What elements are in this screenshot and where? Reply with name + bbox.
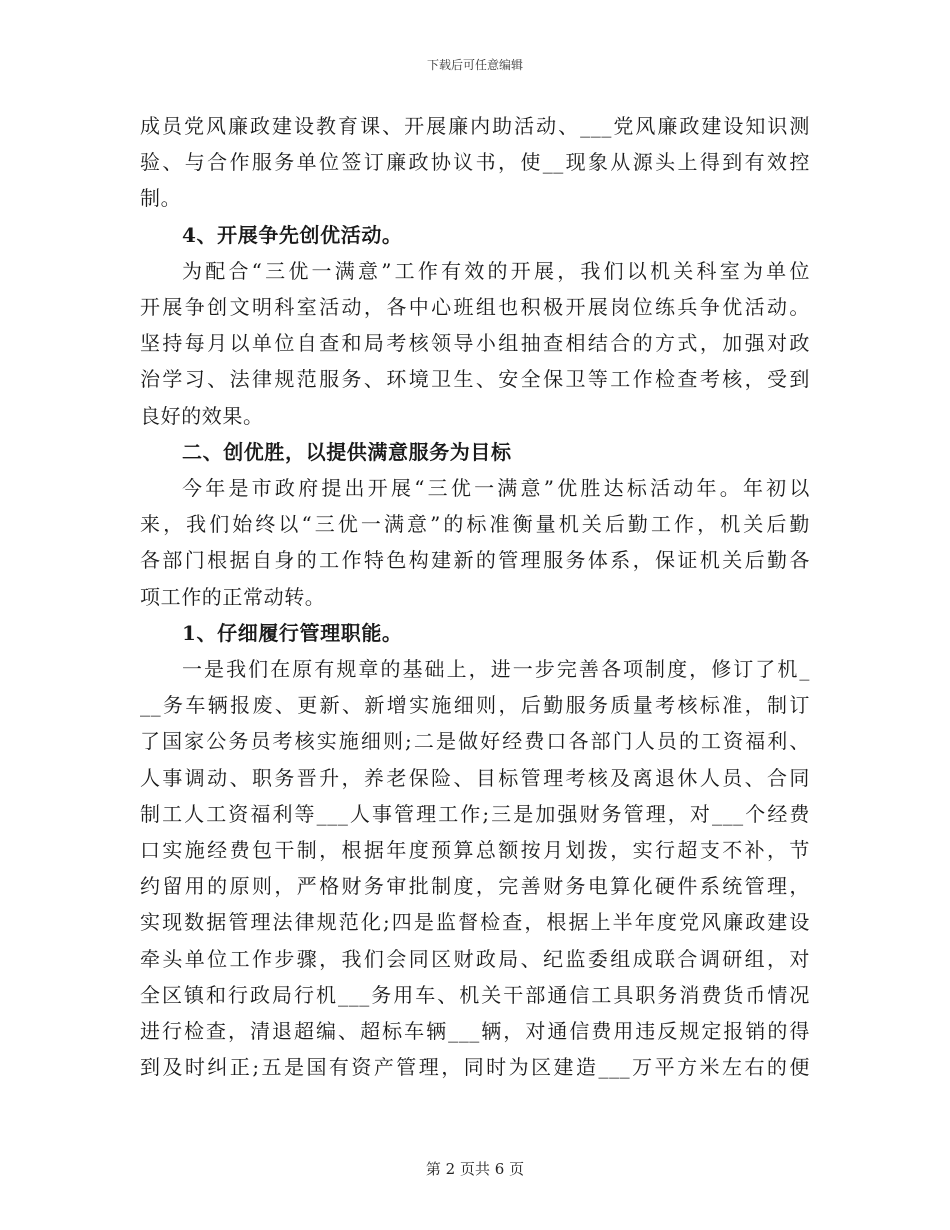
body-text-line: 为配合“三优一满意”工作有效的开展，我们以机关科室为单位 — [182, 258, 810, 283]
page-header: 下载后可任意编辑 — [426, 58, 523, 72]
section-heading: 二、创优胜，以提供满意服务为目标 — [182, 439, 512, 464]
body-text-line: 今年是市政府提出开展“三优一满意”优胜达标活动年。年初以 — [182, 476, 810, 501]
body-text-line: 一是我们在原有规章的基础上，进一步完善各项制度，修订了机_ — [182, 657, 810, 682]
body-text-line: __务车辆报废、更新、新增实施细则，后勤服务质量考核标准，制订 — [140, 693, 810, 718]
body-text-line: 制工人工资福利等___人事管理工作;三是加强财务管理，对___个经费 — [140, 801, 810, 826]
body-text-line: 良好的效果。 — [140, 403, 264, 428]
body-text-line: 到及时纠正;五是国有资产管理，同时为区建造___万平方米左右的便 — [140, 1055, 810, 1080]
body-text-line: 了国家公务员考核实施细则;二是做好经费口各部门人员的工资福利、 — [140, 729, 810, 754]
body-text-line: 开展争创文明科室活动，各中心班组也积极开展岗位练兵争优活动。 — [140, 295, 810, 320]
body-text-line: 各部门根据自身的工作特色构建新的管理服务体系，保证机关后勤各 — [140, 548, 810, 573]
body-text-line: 制。 — [140, 186, 182, 211]
body-text-line: 全区镇和行政局行机___务用车、机关干部通信工具职务消费货币情况 — [140, 982, 810, 1007]
body-text-line: 人事调动、职务晋升，养老保险、目标管理考核及离退休人员、合同 — [140, 765, 810, 790]
document-body — [140, 108, 810, 1085]
section-heading: 1、仔细履行管理职能。 — [182, 620, 403, 645]
body-text-line: 坚持每月以单位自查和局考核领导小组抽查相结合的方式，加强对政 — [140, 331, 810, 356]
body-text-line: 约留用的原则，严格财务审批制度，完善财务电算化硬件系统管理， — [140, 874, 810, 899]
page-footer: 第 2 页共 6 页 — [425, 1160, 525, 1178]
body-text-line: 实现数据管理法律规范化;四是监督检查，根据上半年度党风廉政建设 — [140, 910, 810, 935]
body-text-line: 口实施经费包干制，根据年度预算总额按月划拨，实行超支不补，节 — [140, 838, 810, 863]
body-text-line: 项工作的正常动转。 — [140, 584, 326, 609]
body-text-line: 进行检查，清退超编、超标车辆___辆，对通信费用违反规定报销的得 — [140, 1019, 810, 1044]
body-text-line: 治学习、法律规范服务、环境卫生、安全保卫等工作检查考核，受到 — [140, 367, 810, 392]
body-text-line: 来，我们始终以“三优一满意”的标准衡量机关后勤工作，机关后勤 — [140, 512, 810, 537]
body-text-line: 验、与合作服务单位签订廉政协议书，使__现象从源头上得到有效控 — [140, 150, 810, 175]
body-text-line: 成员党风廉政建设教育课、开展廉内助活动、___党风廉政建设知识测 — [140, 114, 810, 138]
section-heading: 4、开展争先创优活动。 — [182, 222, 403, 247]
body-text-line: 牵头单位工作步骤，我们会同区财政局、纪监委组成联合调研组，对 — [140, 946, 810, 971]
